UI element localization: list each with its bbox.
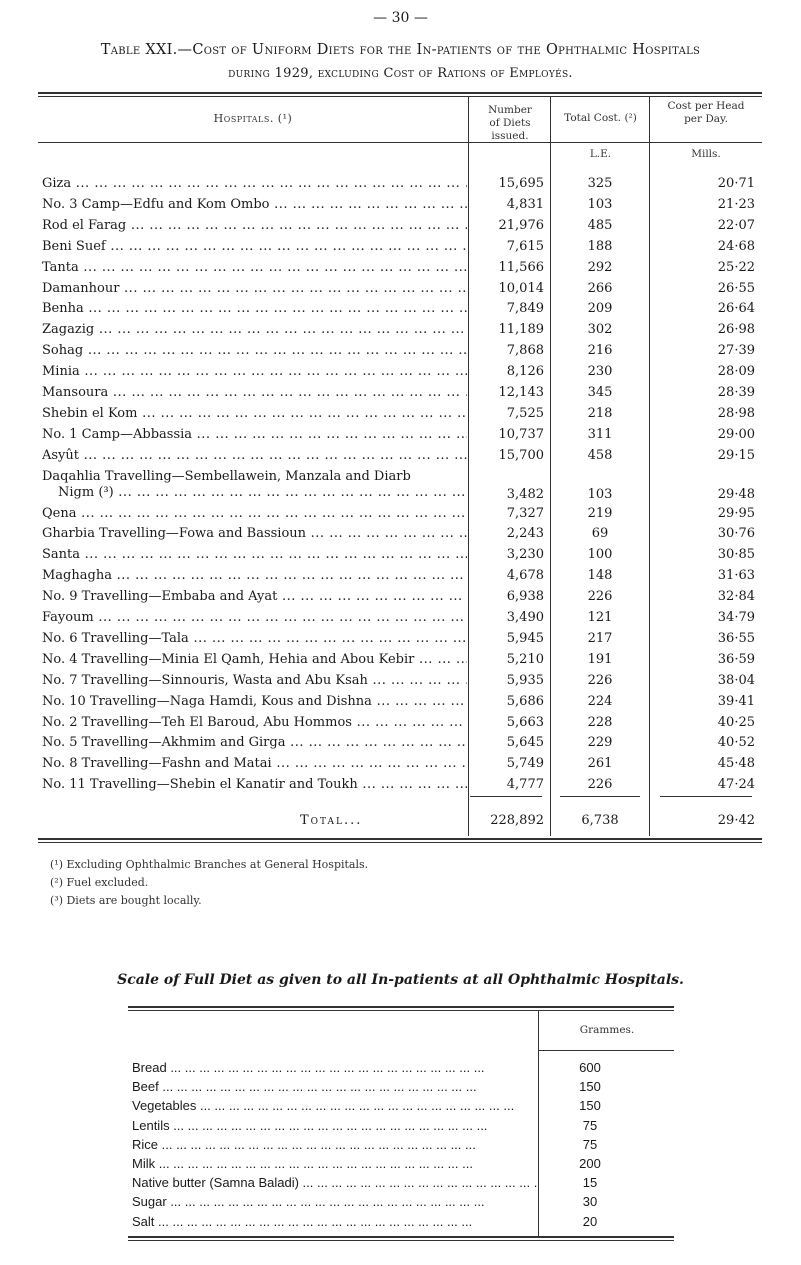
cost-value: 218 <box>587 405 613 421</box>
grammes-value: 30 <box>582 1194 598 1210</box>
hospital-name: Giza ... . <box>42 176 467 191</box>
per-head-value: 32·84 <box>717 589 755 605</box>
diets-value: 7,525 <box>506 405 544 421</box>
per-head-value: 24·68 <box>717 238 755 254</box>
per-head-value: 29·00 <box>717 426 755 442</box>
cost-value: 148 <box>587 568 613 584</box>
hospital-name-cont: Nigm (³) ... . <box>58 485 467 500</box>
cost-value: 230 <box>587 364 613 380</box>
diets-value: 4,831 <box>506 196 544 212</box>
hospital-name: Beni Suef ... . <box>42 239 467 254</box>
per-head-value: 25·22 <box>717 259 755 275</box>
food-item: Bread ... . <box>132 1060 537 1075</box>
cost-value: 209 <box>587 301 613 317</box>
hospital-name: No. 1 Camp—Abbassia ... . <box>42 427 467 442</box>
scale-title: Scale of Full Diet as given to all In-patients at all Ophthalmic Hospitals. <box>117 972 684 988</box>
hospital-name: Qena ... . <box>42 506 467 521</box>
cost-value: 191 <box>587 651 613 667</box>
per-head-value: 36·59 <box>717 651 755 667</box>
per-head-value: 34·79 <box>717 610 755 625</box>
diets-value: 5,686 <box>506 693 544 709</box>
hospital-name: Santa ... . <box>42 547 467 562</box>
diets-value: 7,849 <box>506 301 544 317</box>
hospital-name: Benha ... . <box>42 301 467 316</box>
per-head-value: 22·07 <box>717 217 755 233</box>
per-head-value: 29·15 <box>717 447 755 463</box>
diets-value: 10,737 <box>498 426 544 442</box>
hospital-name: Minia ... . <box>42 364 467 379</box>
per-head-value: 30·85 <box>717 547 755 563</box>
cost-value: 226 <box>587 777 613 793</box>
diets-value: 2,243 <box>506 526 544 542</box>
hospital-name: Damanhour ... . <box>42 281 467 296</box>
hospital-name: Tanta ... . <box>42 260 467 275</box>
per-head-value: 29·95 <box>717 505 755 521</box>
col-divider-3 <box>649 96 650 836</box>
grammes-value: 150 <box>579 1079 601 1095</box>
hospital-name: No. 8 Travelling—Fashn and Matai ... . <box>42 756 467 771</box>
table-subtitle: during 1929, excluding Cost of Rations of Employés. <box>228 66 573 81</box>
grammes-value: 20 <box>582 1213 598 1229</box>
food-item: Vegetables ... . <box>132 1098 537 1113</box>
per-head-value: 20·71 <box>717 176 755 191</box>
cost-value: 458 <box>587 447 613 463</box>
hospital-name: No. 5 Travelling—Akhmim and Girga ... . <box>42 735 467 750</box>
cost-value: 485 <box>587 217 613 233</box>
per-head-value: 39·41 <box>717 693 755 709</box>
scale-top-rule-inner <box>128 1010 674 1011</box>
diets-value: 11,189 <box>498 322 544 338</box>
scale-bottom-rule <box>128 1236 674 1238</box>
diets-value: 15,695 <box>498 176 544 191</box>
per-head-value: 45·48 <box>717 756 755 772</box>
hospital-name: Daqahlia Travelling—Sembellawein, Manzala and Diarb <box>42 468 411 484</box>
food-item: Salt ... . <box>132 1214 537 1229</box>
diets-value: 15,700 <box>498 447 544 463</box>
per-head-value: 26·98 <box>717 322 755 338</box>
diets-value: 5,210 <box>506 651 544 667</box>
food-item: Milk ... . <box>132 1156 537 1171</box>
table-bottom-rule <box>38 838 762 840</box>
grammes-value: 15 <box>582 1175 598 1191</box>
grammes-value: 600 <box>579 1060 601 1075</box>
cost-value: 226 <box>587 589 613 605</box>
scale-unit: Grammes. <box>579 1024 635 1036</box>
col-divider-1 <box>468 96 469 836</box>
footnote-3: (³) Diets are bought locally. <box>50 894 202 907</box>
table-top-rule-inner <box>38 96 762 97</box>
diets-value: 5,945 <box>506 630 544 646</box>
diets-value: 5,645 <box>506 735 544 751</box>
total-label: Total... <box>300 813 363 828</box>
hospital-name: No. 7 Travelling—Sinnouris, Wasta and Abu Ksah ... . <box>42 673 467 688</box>
header-total-cost: Total Cost. (²) <box>564 112 637 124</box>
cost-value: 121 <box>587 610 613 625</box>
cost-value: 219 <box>587 505 613 521</box>
header-diets: Number of Diets issued. <box>488 104 532 142</box>
diets-value: 5,935 <box>506 672 544 688</box>
hospital-name: No. 11 Travelling—Shebin el Kanatir and Toukh ... . <box>42 777 467 792</box>
food-item: Lentils ... . <box>132 1118 537 1133</box>
hospital-name: Mansoura ... . <box>42 385 467 400</box>
col-divider-2 <box>550 96 551 836</box>
total-diets: 228,892 <box>490 813 544 828</box>
diets-value: 3,482 <box>506 486 544 502</box>
hospital-name: Maghagha ... . <box>42 568 467 583</box>
per-head-value: 28·39 <box>717 385 755 400</box>
diets-value: 3,490 <box>506 610 544 625</box>
food-item: Sugar ... . <box>132 1194 537 1209</box>
diets-value: 4,777 <box>506 777 544 793</box>
per-head-value: 30·76 <box>717 526 755 542</box>
per-head-value: 36·55 <box>717 630 755 646</box>
grammes-value: 200 <box>579 1156 601 1171</box>
hospital-name: No. 10 Travelling—Naga Hamdi, Kous and Dishna ... . <box>42 694 467 709</box>
cost-value: 188 <box>587 238 613 254</box>
page-number: — 30 — <box>373 10 428 26</box>
cost-value: 226 <box>587 672 613 688</box>
hospital-name: No. 4 Travelling—Minia El Qamh, Hehia and Abou Kebir ... . <box>42 652 467 667</box>
hospital-name: Gharbia Travelling—Fowa and Bassioun ... . <box>42 526 467 541</box>
total-rule-3 <box>660 796 752 797</box>
cost-value: 224 <box>587 693 613 709</box>
food-item: Beef ... . <box>132 1079 537 1094</box>
unit-mills: Mills. <box>691 148 721 160</box>
cost-value: 103 <box>587 196 613 212</box>
grammes-value: 75 <box>582 1136 598 1152</box>
cost-value: 103 <box>587 486 613 502</box>
hospital-name: No. 6 Travelling—Tala ... . <box>42 631 467 646</box>
cost-value: 100 <box>587 547 613 563</box>
per-head-value: 40·52 <box>717 735 755 751</box>
diets-value: 4,678 <box>506 568 544 584</box>
per-head-value: 28·98 <box>717 405 755 421</box>
per-head-value: 38·04 <box>717 672 755 688</box>
hospital-name: No. 9 Travelling—Embaba and Ayat ... . <box>42 589 467 604</box>
total-cost: 6,738 <box>581 813 619 828</box>
cost-value: 69 <box>591 526 609 542</box>
footnote-2: (²) Fuel excluded. <box>50 876 149 889</box>
hospital-name: Zagazig ... . <box>42 322 467 337</box>
cost-value: 217 <box>587 630 613 646</box>
scale-header-rule <box>538 1050 674 1051</box>
header-cost-per-head: Cost per Head per Day. <box>667 100 745 125</box>
cost-value: 229 <box>587 735 613 751</box>
diets-value: 12,143 <box>498 385 544 400</box>
per-head-value: 47·24 <box>717 777 755 793</box>
hospital-name: No. 2 Travelling—Teh El Baroud, Abu Hommos ... . <box>42 715 467 730</box>
scale-bottom-rule-inner <box>128 1240 674 1241</box>
per-head-value: 40·25 <box>717 714 755 730</box>
cost-value: 261 <box>587 756 613 772</box>
diets-value: 5,663 <box>506 714 544 730</box>
table-top-rule <box>38 92 762 94</box>
per-head-value: 28·09 <box>717 364 755 380</box>
diets-value: 6,938 <box>506 589 544 605</box>
diets-value: 3,230 <box>506 547 544 563</box>
hospital-name: Asyût ... . <box>42 448 467 463</box>
per-head-value: 29·48 <box>717 486 755 502</box>
hospital-name: Rod el Farag ... . <box>42 218 467 233</box>
diets-value: 11,566 <box>498 259 544 275</box>
grammes-value: 75 <box>582 1117 598 1133</box>
cost-value: 292 <box>587 259 613 275</box>
cost-value: 228 <box>587 714 613 730</box>
scale-top-rule <box>128 1006 674 1008</box>
per-head-value: 26·64 <box>717 301 755 317</box>
diets-value: 5,749 <box>506 756 544 772</box>
total-per-head: 29·42 <box>717 813 755 828</box>
hospital-name: No. 3 Camp—Edfu and Kom Ombo ... . <box>42 197 467 212</box>
total-rule-2 <box>560 796 640 797</box>
cost-value: 216 <box>587 343 613 359</box>
table-title: Table XXI.—Cost of Uniform Diets for the In-patients of the Ophthalmic Hospitals <box>100 42 701 58</box>
cost-value: 325 <box>587 176 613 191</box>
hospital-name: Shebin el Kom ... . <box>42 406 467 421</box>
per-head-value: 21·23 <box>717 196 755 212</box>
diets-value: 10,014 <box>498 280 544 296</box>
diets-value: 8,126 <box>506 364 544 380</box>
hospital-name: Sohag ... . <box>42 343 467 358</box>
header-hospitals: Hospitals. (¹) <box>213 112 293 125</box>
footnote-1: (¹) Excluding Ophthalmic Branches at General Hospitals. <box>50 858 369 871</box>
food-item: Native butter (Samna Baladi) ... . <box>132 1175 537 1190</box>
per-head-value: 31·63 <box>717 568 755 584</box>
diets-value: 21,976 <box>498 217 544 233</box>
cost-value: 266 <box>587 280 613 296</box>
diets-value: 7,868 <box>506 343 544 359</box>
hospital-name: Fayoum ... . <box>42 610 467 625</box>
grammes-value: 150 <box>579 1098 601 1114</box>
unit-le: L.E. <box>589 148 612 160</box>
total-rule-1 <box>470 796 542 797</box>
scale-col-divider <box>538 1010 539 1238</box>
diets-value: 7,327 <box>506 505 544 521</box>
per-head-value: 27·39 <box>717 343 755 359</box>
cost-value: 345 <box>587 385 613 400</box>
cost-value: 311 <box>587 426 613 442</box>
table-bottom-rule-inner <box>38 842 762 843</box>
cost-value: 302 <box>587 322 613 338</box>
per-head-value: 26·55 <box>717 280 755 296</box>
header-bottom-rule <box>38 142 762 143</box>
diets-value: 7,615 <box>506 238 544 254</box>
food-item: Rice ... . <box>132 1137 537 1152</box>
